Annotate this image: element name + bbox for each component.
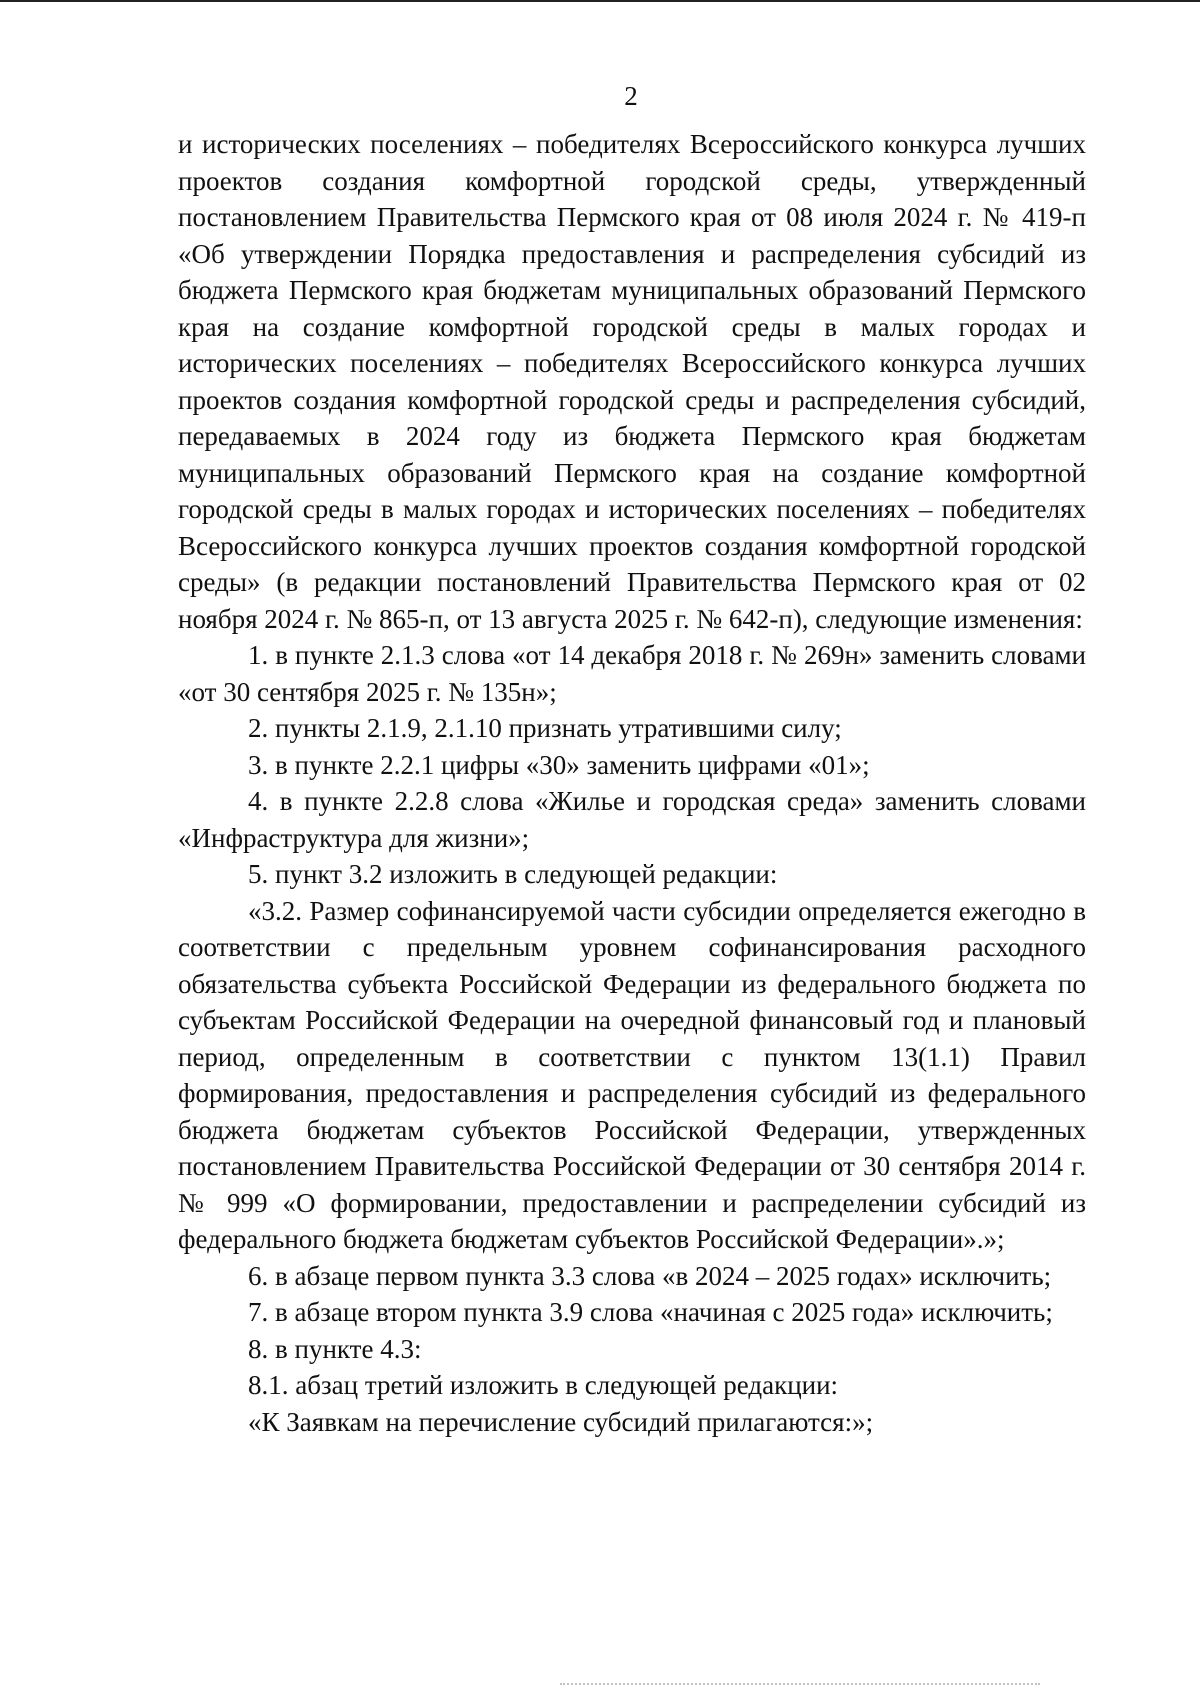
document-body (178, 126, 1086, 1440)
paragraph-item-2: 2. пункты 2.1.9, 2.1.10 признать утратившими силу; (248, 713, 842, 743)
paragraph-item-8: 8. в пункте 4.3: (248, 1333, 422, 1364)
paragraph-item-7: 7. в абзаце втором пункта 3.9 слова «начиная с 2025 года» исключить; (248, 1297, 1053, 1327)
paragraph-item-5: 5. пункт 3.2 изложить в следующей редакции: (248, 859, 778, 889)
scan-noise (560, 1683, 1040, 1688)
page-number: 2 (624, 81, 638, 111)
page-top-edge (0, 0, 1200, 2)
paragraph-item-8-1-quote: «К Заявкам на перечисление субсидий прилагаются:»; (248, 1406, 874, 1437)
paragraph-item-6: 6. в абзаце первом пункта 3.3 слова «в 2024 – 2025 годах» исключить; (248, 1260, 1052, 1291)
paragraph-item-1: 1. в пункте 2.1.3 слова «от 14 декабря 2018 г. № 269н» заменить словами «от 30 сентября 2025 г. № 135н»; (178, 640, 1086, 707)
paragraph-item-3: 3. в пункте 2.2.1 цифры «30» заменить цифрами «01»; (248, 749, 870, 780)
paragraph-item-5-quote: «3.2. Размер софинансируемой части субсидии определяется ежегодно в соответствии с предельным уровнем софинансирования расходного обязательства субъекта Российской Федерации из федерального бюджета по субъектам Российской Федерации на очередной финансовый год и плановый период, определенным в соответствии с пунктом 13(1.1) Правил формирования, предоставления и распределения субсидий из федерального бюджета бюджетам субъектов Российской Федерации, утвержденных постановлением Правительства Российской Федерации от 30 сентября 2014 г. № 999 «О формировании, предоставлении и распределении субсидий из федерального бюджета бюджетам субъектов Российской Федерации».»; (178, 895, 1086, 1254)
paragraph-continuation: и исторических поселениях – победителях Всероссийского конкурса лучших проектов создания комфортной городской среды, утвержденный постановлением Правительства Пермского края от 08 июля 2024 г. № 419-п «Об утверждении Порядка предоставления и распределения субсидий из бюджета Пермского края бюджетам муниципальных образований Пермского края на создание комфортной городской среды в малых городах и исторических поселениях – победителях Всероссийского конкурса лучших проектов создания комфортной городской среды и распределения субсидий, передаваемых в 2024 году из бюджета Пермского края бюджетам муниципальных образований Пермского края на создание комфортной городской среды в малых городах и исторических поселениях – победителях Всероссийского конкурса лучших проектов создания комфортной городской среды» (в редакции постановлений Правительства Пермского края от 02 ноября 2024 г. № 865-п, от 13 августа 2025 г. № 642-п), следующие изменения: (178, 129, 1086, 634)
paragraph-item-4: 4. в пункте 2.2.8 слова «Жилье и городская среда» заменить словами «Инфраструктура для жизни»; (178, 786, 1086, 853)
paragraph-item-8-1: 8.1. абзац третий изложить в следующей редакции: (248, 1370, 839, 1400)
